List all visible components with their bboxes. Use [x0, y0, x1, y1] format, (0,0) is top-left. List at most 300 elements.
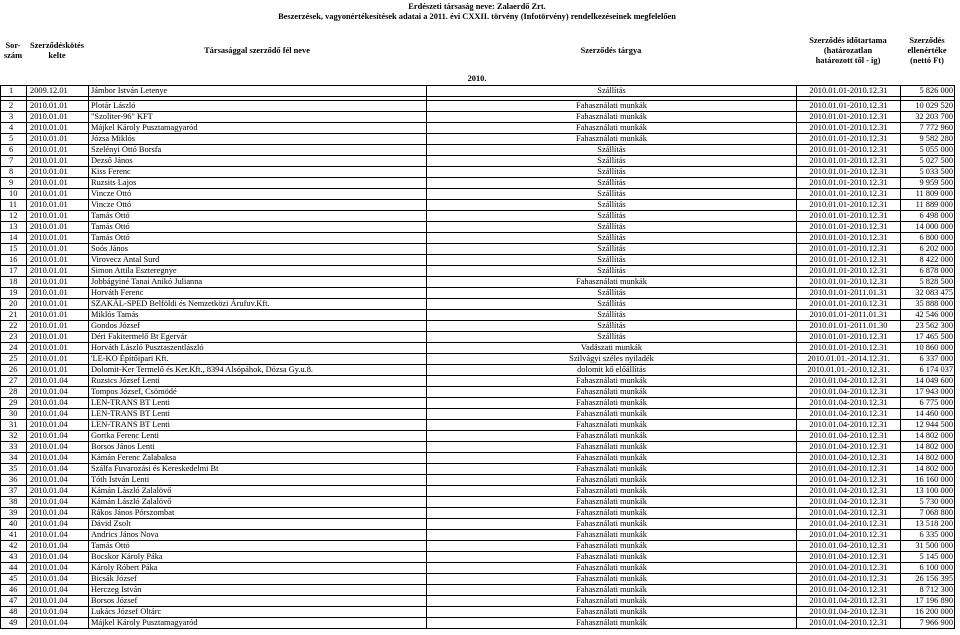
- cell-date: 2010.01.01: [27, 343, 89, 354]
- table-row: [1, 112, 955, 123]
- cell-party: Kámán László Zalalövő: [89, 497, 427, 508]
- cell-value: 6 202 000: [901, 244, 955, 255]
- cell-date: 2010.01.04: [27, 497, 89, 508]
- table-row: [1, 563, 955, 574]
- cell-duration: 2010.01.04-2010.12.31: [797, 431, 901, 442]
- cell-no: 49: [1, 618, 27, 629]
- cell-party: Józsa Miklós: [89, 134, 427, 145]
- cell-no: 38: [1, 497, 27, 508]
- cell-value: 6 335 000: [901, 530, 955, 541]
- table-row: [1, 376, 955, 387]
- cell-value: 5 730 000: [901, 497, 955, 508]
- cell-no: 17: [1, 266, 27, 277]
- cell-party: Borsos József: [89, 596, 427, 607]
- cell-value: 10 860 000: [901, 343, 955, 354]
- cell-subject: Szállítás: [427, 244, 797, 255]
- cell-duration: 2010.01.04-2010.12.31: [797, 398, 901, 409]
- cell-subject: Fahasználati munkák: [427, 398, 797, 409]
- cell-party: Szelényi Ottó Borsfa: [89, 145, 427, 156]
- cell-no: 35: [1, 464, 27, 475]
- cell-no: 5: [1, 134, 27, 145]
- cell-date: 2009.12.01: [27, 86, 89, 97]
- cell-date: 2010.01.04: [27, 552, 89, 563]
- cell-subject: Szállítás: [427, 222, 797, 233]
- table-row: [1, 244, 955, 255]
- cell-date: 2010.01.04: [27, 596, 89, 607]
- cell-subject: Szállítás: [427, 86, 797, 97]
- cell-date: 2010.01.04: [27, 508, 89, 519]
- cell-date: 2010.01.04: [27, 376, 89, 387]
- cell-duration: 2010.01.01-2010.12.31: [797, 277, 901, 288]
- cell-value: 6 100 000: [901, 563, 955, 574]
- cell-date: 2010.01.04: [27, 431, 89, 442]
- table-row: [1, 200, 955, 211]
- cell-date: 2010.01.01: [27, 233, 89, 244]
- cell-party: SZAKÁL-SPED Belföldi és Nemzetközi Árufuv.Kft.: [89, 299, 427, 310]
- cell-subject: Vadászati munkák: [427, 343, 797, 354]
- cell-party: Miklós Tamás: [89, 310, 427, 321]
- cell-duration: 2010.01.01-2010.12.31: [797, 244, 901, 255]
- cell-party: Lukács József Oltárc: [89, 607, 427, 618]
- cell-party: Jobbágyiné Tanai Anikó Julianna: [89, 277, 427, 288]
- cell-subject: Fahasználati munkák: [427, 486, 797, 497]
- cell-party: Májkel Károly Pusztamagyaród: [89, 123, 427, 134]
- cell-no: 27: [1, 376, 27, 387]
- col-header-duration: Szerződés időtartama (határozatlan határozott től - ig): [809, 36, 887, 65]
- cell-party: Dávid Zsolt: [89, 519, 427, 530]
- table-row: [1, 464, 955, 475]
- cell-no: 14: [1, 233, 27, 244]
- cell-duration: 2010.01.04-2010.12.31: [797, 552, 901, 563]
- col-header-party: Társasággal szerződő fél neve: [204, 46, 310, 55]
- cell-subject: Szállítás: [427, 266, 797, 277]
- cell-subject: Szállítás: [427, 211, 797, 222]
- cell-no: 37: [1, 486, 27, 497]
- cell-date: 2010.01.01: [27, 211, 89, 222]
- col-header-value: Szerződés ellenértéke (nettó Ft): [907, 36, 947, 65]
- cell-no: 28: [1, 387, 27, 398]
- table-row: [1, 585, 955, 596]
- cell-date: 2010.01.04: [27, 420, 89, 431]
- cell-party: Gortka Ferenc Lenti: [89, 431, 427, 442]
- cell-subject: Fahasználati munkák: [427, 574, 797, 585]
- table-row: [1, 255, 955, 266]
- cell-no: 30: [1, 409, 27, 420]
- cell-duration: 2010.01.04-2010.12.31: [797, 486, 901, 497]
- cell-value: 9 959 500: [901, 178, 955, 189]
- table-row: [1, 420, 955, 431]
- cell-date: 2010.01.01: [27, 134, 89, 145]
- cell-no: 34: [1, 453, 27, 464]
- cell-value: 11 809 000: [901, 189, 955, 200]
- cell-duration: 2010.01.01-2010.12.31: [797, 200, 901, 211]
- cell-value: 11 889 000: [901, 200, 955, 211]
- cell-party: Vincze Ottó: [89, 189, 427, 200]
- cell-party: Májkel Károly Pusztamagyaród: [89, 618, 427, 629]
- cell-value: 7 966 900: [901, 618, 955, 629]
- cell-duration: 2010.01.04-2010.12.31: [797, 409, 901, 420]
- cell-value: 7 772 960: [901, 123, 955, 134]
- table-row: [1, 618, 955, 629]
- cell-subject: Szállítás: [427, 310, 797, 321]
- cell-duration: 2010.01.04-2010.12.31: [797, 574, 901, 585]
- cell-no: 32: [1, 431, 27, 442]
- cell-subject: Szállítás: [427, 178, 797, 189]
- cell-value: 7 068 800: [901, 508, 955, 519]
- cell-date: 2010.01.01: [27, 189, 89, 200]
- cell-party: Virovecz Antal Surd: [89, 255, 427, 266]
- cell-value: 12 944 500: [901, 420, 955, 431]
- cell-duration: 2010.01.01-2010.12.31: [797, 233, 901, 244]
- cell-party: LEN-TRANS BT Lenti: [89, 409, 427, 420]
- table-row: [1, 86, 955, 97]
- cell-subject: Fahasználati munkák: [427, 585, 797, 596]
- cell-date: 2010.01.04: [27, 453, 89, 464]
- cell-duration: 2010.01.01-2010.12.31: [797, 211, 901, 222]
- cell-date: 2010.01.01: [27, 222, 89, 233]
- cell-date: 2010.01.04: [27, 409, 89, 420]
- cell-duration: 2010.01.04-2010.12.31: [797, 607, 901, 618]
- col-header-no: Sor- szám: [3, 41, 23, 60]
- cell-value: 6 878 000: [901, 266, 955, 277]
- table-row: [1, 222, 955, 233]
- cell-value: 14 802 000: [901, 431, 955, 442]
- cell-date: 2010.01.01: [27, 277, 89, 288]
- cell-date: 2010.01.01: [27, 200, 89, 211]
- cell-duration: 2010.01.01-2011.01.30: [797, 321, 901, 332]
- table-row: [1, 299, 955, 310]
- cell-party: Szálfa Fuvarozási és Kereskedelmi Bt: [89, 464, 427, 475]
- cell-duration: 2010.01.01-2010.12.31: [797, 332, 901, 343]
- cell-date: 2010.01.04: [27, 574, 89, 585]
- cell-date: 2010.01.04: [27, 464, 89, 475]
- cell-value: 6 775 000: [901, 398, 955, 409]
- cell-date: 2010.01.01: [27, 288, 89, 299]
- table-row: [1, 321, 955, 332]
- cell-subject: Szállítás: [427, 299, 797, 310]
- table-row: [1, 574, 955, 585]
- table-row: [1, 343, 955, 354]
- cell-date: 2010.01.04: [27, 486, 89, 497]
- cell-no: 42: [1, 541, 27, 552]
- cell-party: Simon Attila Eszteregnye: [89, 266, 427, 277]
- cell-subject: Fahasználati munkák: [427, 101, 797, 112]
- cell-value: 9 582 280: [901, 134, 955, 145]
- cell-value: 35 888 000: [901, 299, 955, 310]
- cell-value: 17 465 500: [901, 332, 955, 343]
- table-row: [1, 442, 955, 453]
- cell-subject: Fahasználati munkák: [427, 508, 797, 519]
- col-header-date: Szerződéskötés kelte: [30, 41, 84, 60]
- cell-party: LEN-TRANS BT Lenti: [89, 420, 427, 431]
- cell-duration: 2010.01.01-2010.12.31: [797, 112, 901, 123]
- cell-date: 2010.01.01: [27, 112, 89, 123]
- col-header-subject: Szerződés tárgya: [580, 46, 642, 55]
- cell-no: 20: [1, 299, 27, 310]
- cell-no: 2: [1, 101, 27, 112]
- cell-no: 1: [1, 86, 27, 97]
- table-row: [1, 277, 955, 288]
- cell-no: 41: [1, 530, 27, 541]
- cell-party: Rákos János Pórszombat: [89, 508, 427, 519]
- cell-no: 36: [1, 475, 27, 486]
- cell-subject: Fahasználati munkák: [427, 453, 797, 464]
- table-row: [1, 552, 955, 563]
- table-body: [1, 86, 955, 629]
- cell-party: Dezső János: [89, 156, 427, 167]
- cell-no: 13: [1, 222, 27, 233]
- cell-party: Dolomit-Ker Termelő és Ker.Kft., 8394 Alsópáhok, Dózsa Gy.u.8.: [89, 365, 427, 376]
- cell-value: 14 000 000: [901, 222, 955, 233]
- cell-subject: Szállítás: [427, 200, 797, 211]
- cell-date: 2010.01.04: [27, 585, 89, 596]
- cell-party: Kámán László Zalalövő: [89, 486, 427, 497]
- cell-value: 32 203 700: [901, 112, 955, 123]
- cell-no: 44: [1, 563, 27, 574]
- cell-no: 25: [1, 354, 27, 365]
- cell-no: 39: [1, 508, 27, 519]
- cell-subject: Fahasználati munkák: [427, 552, 797, 563]
- cell-subject: Szállítás: [427, 145, 797, 156]
- cell-party: Herczeg István: [89, 585, 427, 596]
- table-row: [1, 101, 955, 112]
- cell-date: 2010.01.01: [27, 332, 89, 343]
- table-row: [1, 409, 955, 420]
- table-row: [1, 387, 955, 398]
- table-row: [1, 145, 955, 156]
- cell-duration: 2010.01.04-2010.12.31: [797, 530, 901, 541]
- cell-value: 6 498 000: [901, 211, 955, 222]
- cell-party: Vincze Ottó: [89, 200, 427, 211]
- cell-no: 24: [1, 343, 27, 354]
- cell-party: Tamás Ottó: [89, 541, 427, 552]
- cell-party: Borsos János Lenti: [89, 442, 427, 453]
- cell-date: 2010.01.04: [27, 519, 89, 530]
- cell-no: 18: [1, 277, 27, 288]
- table-row: [1, 486, 955, 497]
- cell-no: 29: [1, 398, 27, 409]
- cell-no: 19: [1, 288, 27, 299]
- cell-subject: Szállítás: [427, 332, 797, 343]
- cell-value: 8 712 300: [901, 585, 955, 596]
- cell-duration: 2010.01.04-2010.12.31: [797, 508, 901, 519]
- cell-no: 48: [1, 607, 27, 618]
- cell-duration: 2010.01.04-2010.12.31: [797, 541, 901, 552]
- cell-value: 42 546 000: [901, 310, 955, 321]
- cell-party: Tamás Ottó: [89, 222, 427, 233]
- cell-value: 5 055 000: [901, 145, 955, 156]
- cell-duration: 2010.01.04-2010.12.31: [797, 497, 901, 508]
- cell-duration: 2010.01.04-2010.12.31: [797, 464, 901, 475]
- cell-party: Plotár László: [89, 101, 427, 112]
- cell-party: LEN-TRANS BT Lenti: [89, 398, 427, 409]
- cell-no: 40: [1, 519, 27, 530]
- cell-no: 3: [1, 112, 27, 123]
- table-row: [1, 453, 955, 464]
- cell-value: 14 049 600: [901, 376, 955, 387]
- cell-party: Károly Róbert Páka: [89, 563, 427, 574]
- cell-duration: 2010.01.01-2010.12.31: [797, 222, 901, 233]
- cell-party: Tamás Ottó: [89, 233, 427, 244]
- cell-duration: 2010.01.01-2010.12.31: [797, 299, 901, 310]
- cell-duration: 2010.01.01-2010.12.31: [797, 145, 901, 156]
- cell-date: 2010.01.01: [27, 123, 89, 134]
- cell-date: 2010.01.04: [27, 475, 89, 486]
- cell-date: 2010.01.01: [27, 321, 89, 332]
- table-row: [1, 310, 955, 321]
- cell-value: 26 156 395: [901, 574, 955, 585]
- cell-value: 14 802 000: [901, 442, 955, 453]
- cell-party: Kámán Ferenc Zalabaksa: [89, 453, 427, 464]
- cell-value: 32 083 475: [901, 288, 955, 299]
- cell-duration: 2010.01.04-2010.12.31: [797, 376, 901, 387]
- table-row: [1, 178, 955, 189]
- cell-duration: 2010.01.01-2010.12.31: [797, 101, 901, 112]
- cell-value: 10 029 520: [901, 101, 955, 112]
- cell-subject: Szállítás: [427, 156, 797, 167]
- cell-no: 15: [1, 244, 27, 255]
- cell-value: 5 033 500: [901, 167, 955, 178]
- cell-duration: 2010.01.01-2010.12.31: [797, 343, 901, 354]
- cell-subject: Fahasználati munkák: [427, 607, 797, 618]
- table-row: [1, 541, 955, 552]
- cell-no: 23: [1, 332, 27, 343]
- cell-duration: 2010.01.01-2010.12.31: [797, 167, 901, 178]
- cell-date: 2010.01.01: [27, 178, 89, 189]
- cell-value: 5 145 000: [901, 552, 955, 563]
- cell-subject: Fahasználati munkák: [427, 409, 797, 420]
- cell-value: 31 500 000: [901, 541, 955, 552]
- table-row: [1, 508, 955, 519]
- cell-subject: Fahasználati munkák: [427, 134, 797, 145]
- cell-value: 14 460 000: [901, 409, 955, 420]
- cell-duration: 2010.01.04-2010.12.31: [797, 453, 901, 464]
- cell-duration: 2010.01.04-2010.12.31: [797, 442, 901, 453]
- cell-no: 4: [1, 123, 27, 134]
- cell-subject: Fahasználati munkák: [427, 475, 797, 486]
- cell-subject: Szállítás: [427, 321, 797, 332]
- cell-party: Horváth Ferenc: [89, 288, 427, 299]
- cell-date: 2010.01.01: [27, 101, 89, 112]
- cell-value: 6 337 000: [901, 354, 955, 365]
- cell-date: 2010.01.01: [27, 365, 89, 376]
- table-row: [1, 288, 955, 299]
- cell-value: 13 518 200: [901, 519, 955, 530]
- cell-date: 2010.01.01: [27, 310, 89, 321]
- cell-subject: Szállítás: [427, 167, 797, 178]
- cell-value: 6 800 000: [901, 233, 955, 244]
- cell-party: Bocskor Károly Páka: [89, 552, 427, 563]
- cell-subject: Szállítás: [427, 189, 797, 200]
- cell-date: 2010.01.04: [27, 387, 89, 398]
- cell-date: 2010.01.04: [27, 398, 89, 409]
- cell-no: 33: [1, 442, 27, 453]
- cell-party: Tompos József, Csömödé: [89, 387, 427, 398]
- cell-duration: 2010.01.04-2010.12.31: [797, 618, 901, 629]
- title-block: [0, 0, 954, 86]
- cell-value: 5 027 500: [901, 156, 955, 167]
- cell-party: Ruzsits Lajos: [89, 178, 427, 189]
- cell-party: Andrics János Nova: [89, 530, 427, 541]
- cell-subject: Fahasználati munkák: [427, 541, 797, 552]
- cell-duration: 2010.01.01-2010.12.31: [797, 266, 901, 277]
- table-row: [1, 167, 955, 178]
- contracts-table: [0, 85, 955, 629]
- cell-no: 31: [1, 420, 27, 431]
- cell-value: 17 943 000: [901, 387, 955, 398]
- cell-duration: 2010.01.01.-2010.12.31.: [797, 365, 901, 376]
- cell-duration: 2010.01.04-2010.12.31: [797, 387, 901, 398]
- cell-party: Bicsák József: [89, 574, 427, 585]
- cell-subject: Fahasználati munkák: [427, 376, 797, 387]
- cell-no: 11: [1, 200, 27, 211]
- cell-date: 2010.01.01: [27, 354, 89, 365]
- cell-duration: 2010.01.01-2011.01.31: [797, 310, 901, 321]
- cell-no: 12: [1, 211, 27, 222]
- cell-date: 2010.01.01: [27, 299, 89, 310]
- cell-value: 8 422 000: [901, 255, 955, 266]
- cell-value: 16 200 000: [901, 607, 955, 618]
- cell-duration: 2010.01.04-2010.12.31: [797, 420, 901, 431]
- org-line: Erdészeti társaság neve: Zalaerdő Zrt.: [408, 2, 546, 11]
- cell-duration: 2010.01.04-2010.12.31: [797, 563, 901, 574]
- cell-subject: Fahasználati munkák: [427, 442, 797, 453]
- cell-subject: Fahasználati munkák: [427, 596, 797, 607]
- cell-subject: Fahasználati munkák: [427, 420, 797, 431]
- table-row: [1, 233, 955, 244]
- cell-no: 43: [1, 552, 27, 563]
- cell-date: 2010.01.04: [27, 618, 89, 629]
- cell-duration: 2010.01.01-2010.12.31: [797, 123, 901, 134]
- table-row: [1, 156, 955, 167]
- cell-value: 17 196 890: [901, 596, 955, 607]
- cell-duration: 2010.01.01-2010.12.31: [797, 189, 901, 200]
- cell-duration: 2010.01.01-2010.12.31: [797, 156, 901, 167]
- cell-party: Soós János: [89, 244, 427, 255]
- cell-no: 26: [1, 365, 27, 376]
- table-row: [1, 332, 955, 343]
- cell-subject: Szállítás: [427, 233, 797, 244]
- table-row: [1, 519, 955, 530]
- cell-subject: Szállítás: [427, 288, 797, 299]
- year-label: 2010.: [467, 74, 487, 83]
- cell-date: 2010.01.01: [27, 167, 89, 178]
- cell-no: 46: [1, 585, 27, 596]
- cell-party: Tóth István Lenti: [89, 475, 427, 486]
- cell-duration: 2010.01.01-2010.12.31: [797, 134, 901, 145]
- cell-subject: Szilvágyi széles nyiladék: [427, 354, 797, 365]
- table-row: [1, 134, 955, 145]
- cell-value: 23 562 300: [901, 321, 955, 332]
- table-row: [1, 596, 955, 607]
- cell-date: 2010.01.04: [27, 530, 89, 541]
- cell-duration: 2010.01.04-2010.12.31: [797, 585, 901, 596]
- cell-no: 21: [1, 310, 27, 321]
- cell-date: 2010.01.01: [27, 145, 89, 156]
- table-row: [1, 354, 955, 365]
- table-row: [1, 123, 955, 134]
- cell-no: 10: [1, 189, 27, 200]
- cell-duration: 2010.01.04-2010.12.31: [797, 475, 901, 486]
- cell-no: 6: [1, 145, 27, 156]
- cell-subject: Fahasználati munkák: [427, 431, 797, 442]
- cell-subject: Fahasználati munkák: [427, 618, 797, 629]
- cell-value: 14 802 000: [901, 453, 955, 464]
- cell-subject: Fahasználati munkák: [427, 277, 797, 288]
- cell-date: 2010.01.04: [27, 607, 89, 618]
- cell-subject: Fahasználati munkák: [427, 123, 797, 134]
- cell-subject: Fahasználati munkák: [427, 530, 797, 541]
